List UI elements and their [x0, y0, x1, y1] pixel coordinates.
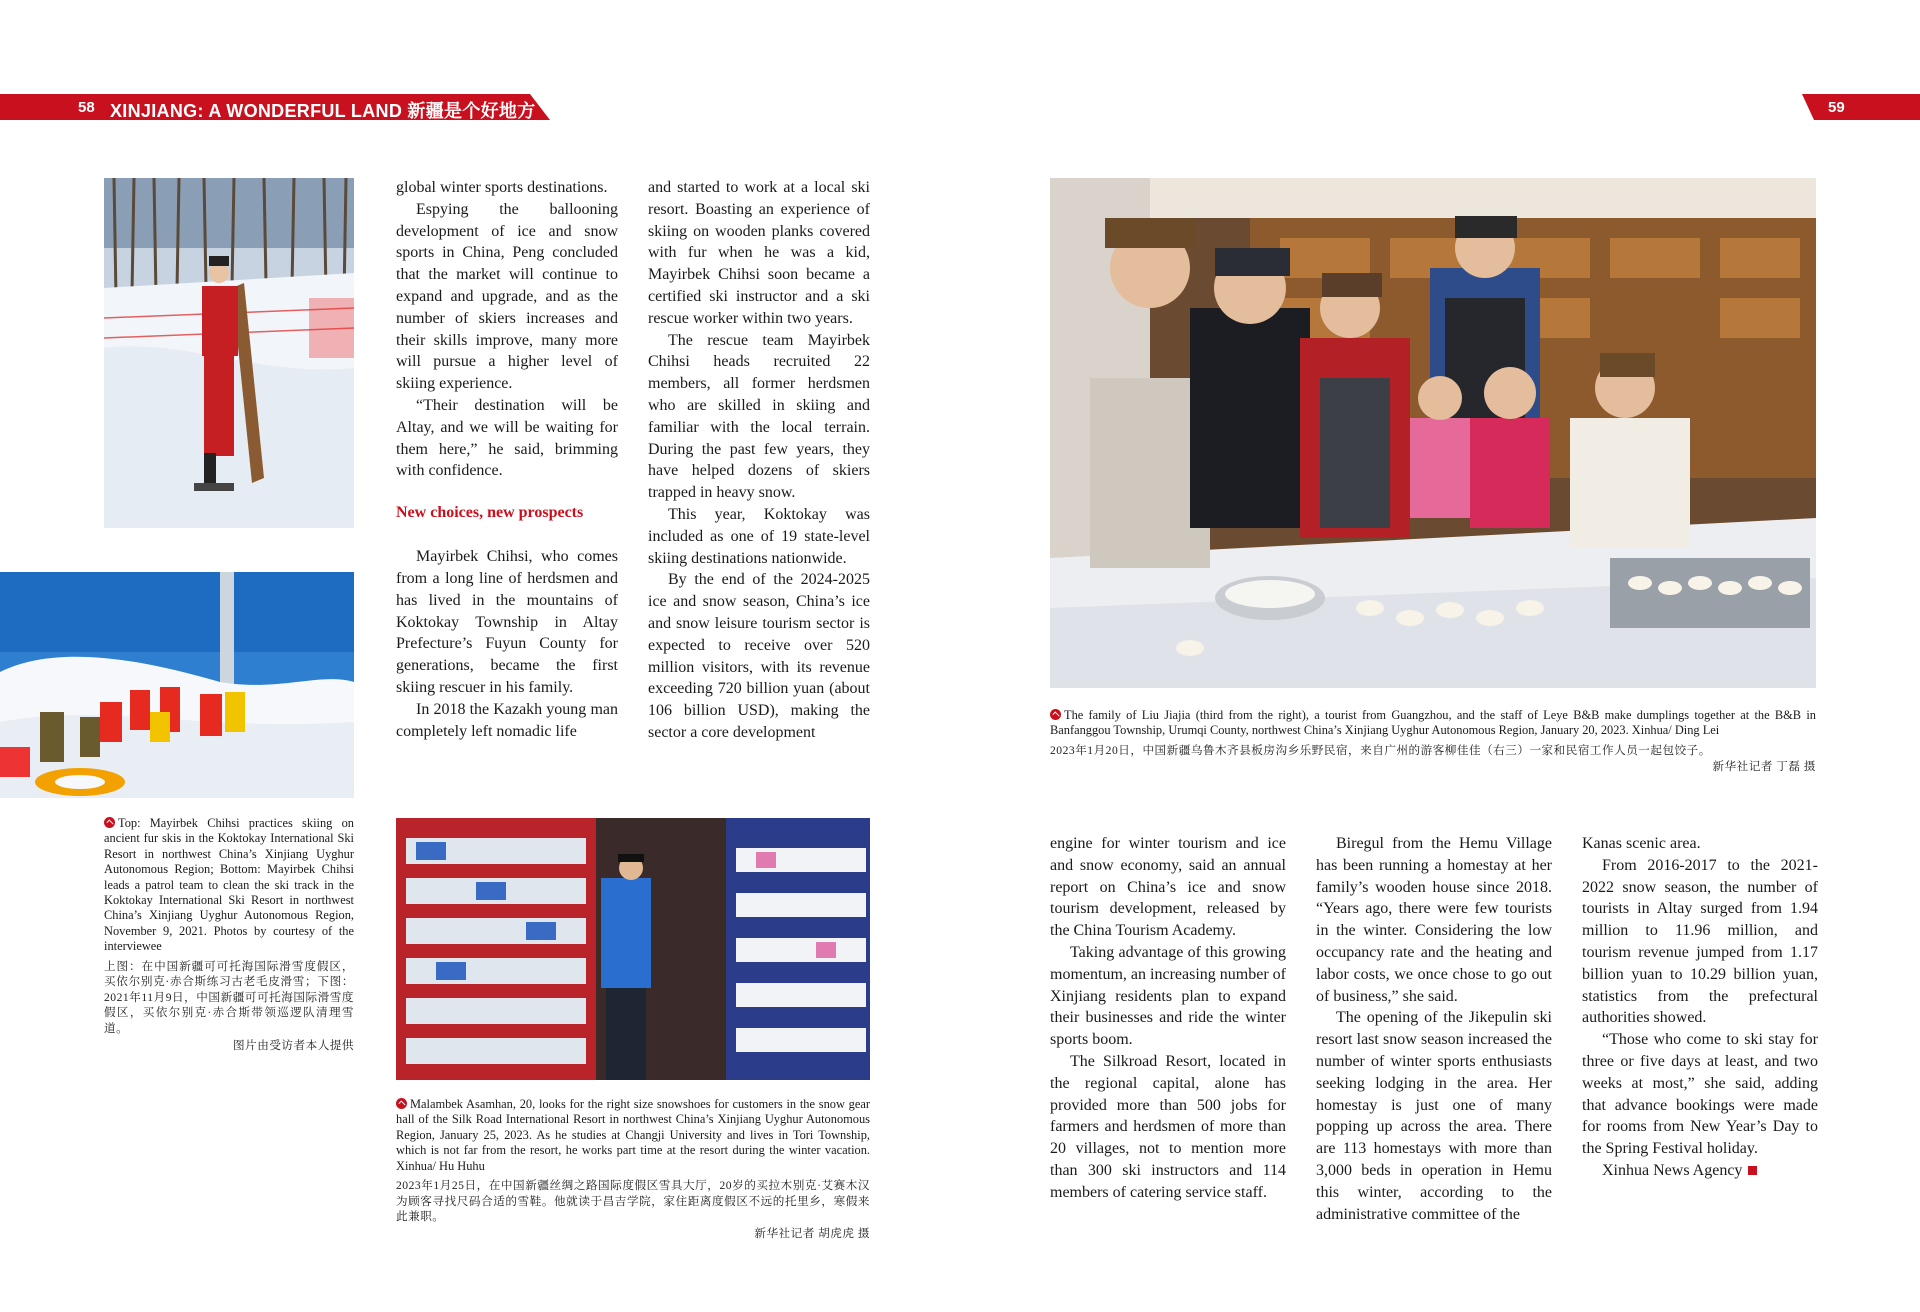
- paragraph: “Their destination will be Altay, and we will be waiting for them here,” he said, brimming with confidence.: [396, 396, 618, 480]
- signoff-text: Xinhua News Agency: [1602, 1161, 1743, 1179]
- photo-patrol-team: [0, 572, 354, 798]
- text-column-2: [648, 177, 870, 744]
- paragraph: The Silkroad Resort, located in the regional capital, alone has provided more than 500 jobs for farmers and herdsmen of more than 20 villages, not to mention more than 300 ski instructors and 114 members of catering service staff.: [1050, 1052, 1286, 1201]
- text-column-5: [1582, 833, 1818, 1182]
- caption-ski-credit: 图片由受访者本人提供: [233, 1038, 354, 1052]
- photo-snow-boots-hall: [396, 818, 870, 1080]
- text-column-1: [396, 177, 618, 742]
- caption-marker-icon: [104, 817, 115, 828]
- paragraph: The opening of the Jikepulin ski resort last snow season increased the number of winter sports enthusiasts seeking lodging in the area. Her homestay is just one of many popping up across the area. There are 113 homestays with more than 3,000 beds in operation in Hemu this winter, according to the administrative committee of the: [1316, 1009, 1552, 1223]
- caption-marker-icon: [1050, 709, 1061, 720]
- end-mark-icon: [1748, 1166, 1757, 1175]
- paragraph: Espying the ballooning development of ice and snow sports in China, Peng concluded that the market will continue to expand and upgrade, and as the number of skiers increases and their skills improve, many more will pursue a higher level of skiing experience.: [396, 200, 618, 393]
- paragraph: This year, Koktokay was included as one of 19 state-level skiing destinations nationwide.: [648, 505, 870, 567]
- paragraph: Biregul from the Hemu Village has been running a homestay at her family’s wooden house since 2018. “Years ago, there were few tourists in the winter. Considering the low occupancy rate and the heating and labor costs, we once chose to go out of business,” she said.: [1316, 835, 1552, 1005]
- page-number-left: 58: [78, 99, 95, 116]
- paragraph: “Those who come to ski stay for three or five days at least, and two weeks at most,” she said, adding that advance bookings were made for rooms from New Year’s Day to the Spring Festival holiday.: [1582, 1031, 1818, 1158]
- header-bar-right: [1802, 94, 1920, 120]
- caption-dumplings-photo: [1050, 708, 1816, 775]
- caption-boots-en: Malambek Asamhan, 20, looks for the right size snowshoes for customers in the snow gear hall of the Silk Road International Resort in northwest China’s Xinjiang Uyghur Autonomous Region, January 25, 2023. As he studies at Changji University and lives in Tori Township, which is not far from the resort, he works part time at the resort during the winter vacation. Xinhua/ Hu Huhu: [396, 1097, 870, 1173]
- paragraph: Mayirbek Chihsi, who comes from a long line of herdsmen and has lived in the mountains of Koktokay Township in Altay Prefecture’s Fuyun County for generations, became the first skiing rescuer in his family.: [396, 548, 618, 696]
- text-column-3: [1050, 833, 1286, 1204]
- paragraph: and started to work at a local ski resort. Boasting an experience of skiing on wooden planks covered with fur when he was a kid, Mayirbek Chihsi soon became a certified ski instructor and a ski rescue worker within two years.: [648, 179, 870, 327]
- page-number-right: 59: [1828, 99, 1845, 116]
- caption-dumplings-en: The family of Liu Jiajia (third from the right), a tourist from Guangzhou, and the staff of Leye B&B make dumplings together at the B&B in Banfanggou Township, Urumqi County, northwest China’s Xinjiang Uyghur Autonomous Region, January 20, 2023. Xinhua/ Ding Lei: [1050, 708, 1816, 738]
- paragraph: Kanas scenic area.: [1582, 835, 1701, 852]
- caption-dumplings-cn: 2023年1月20日，中国新疆乌鲁木齐县板房沟乡乐野民宿，来自广州的游客柳佳佳（右三）一家和民宿工作人员一起包饺子。: [1050, 743, 1711, 757]
- text-column-4: [1316, 833, 1552, 1225]
- subheading: New choices, new prospects: [396, 504, 584, 522]
- paragraph: engine for winter tourism and ice and snow economy, said an annual report on China’s ice and snow tourism development, released by the China Tourism Academy.: [1050, 835, 1286, 940]
- caption-boots-photo: [396, 1097, 870, 1241]
- paragraph: In 2018 the Kazakh young man completely left nomadic life: [396, 700, 618, 740]
- paragraph: Taking advantage of this growing momentum, an increasing number of Xinjiang residents plan to expand their businesses and ride the winter sports boom.: [1050, 943, 1286, 1049]
- section-title: XINJIANG: A WONDERFUL LAND 新疆是个好地方: [110, 101, 536, 121]
- paragraph: By the end of the 2024-2025 ice and snow season, China’s ice and snow leisure tourism sector is expected to receive over 520 million visitors, with its revenue exceeding 720 billion yuan (about 106 billion USD), making the sector a core development: [648, 571, 870, 741]
- paragraph: The rescue team Mayirbek Chihsi heads recruited 22 members, all former herdsmen who are skilled in skiing and familiar with the local terrain. During the past few years, they have helped dozens of skiers trapped in heavy snow.: [648, 331, 870, 502]
- paragraph: From 2016-2017 to the 2021-2022 snow season, the number of tourists in Altay surged from 1.94 million to 11.96 million, and tourism revenue jumped from 1.17 billion yuan to 10.29 billion yuan, statistics from the prefectural authorities showed.: [1582, 856, 1818, 1027]
- caption-boots-credit: 新华社记者 胡虎虎 摄: [754, 1226, 870, 1240]
- paragraph: global winter sports destinations.: [396, 179, 608, 196]
- caption-ski-cn: 上图：在中国新疆可可托海国际滑雪度假区，买依尔别克·赤合斯练习古老毛皮滑雪；下图：2021年11月9日，中国新疆可可托海国际滑雪度假区，买依尔别克·赤合斯带领巡逻队清理雪道。: [104, 959, 354, 1036]
- caption-dumplings-credit: 新华社记者 丁磊 摄: [1712, 760, 1816, 774]
- caption-ski-en: Top: Mayirbek Chihsi practices skiing on ancient fur skis in the Koktokay International Ski Resort in northwest China’s Xinjiang Uyghur Autonomous Region; Bottom: Mayirbek Chihsi leads a patrol team to clean the ski track in the Koktokay International Ski Resort in northwest China’s Xinjiang Uyghur Autonomous Region, November 9, 2021. Photos by courtesy of the interviewee: [104, 816, 354, 954]
- caption-ski-photos: [104, 816, 354, 1053]
- caption-marker-icon: [396, 1098, 407, 1109]
- photo-family-dumplings: [1050, 178, 1816, 688]
- caption-boots-cn: 2023年1月25日，在中国新疆丝绸之路国际度假区雪具大厅，20岁的买拉木别克·艾赛木汉为顾客寻找尺码合适的雪鞋。他就读于昌吉学院，家住距离度假区不远的托里乡，寒假来此兼职。: [396, 1179, 870, 1224]
- signoff: [1582, 1160, 1818, 1182]
- photo-skier-fur-skis: [104, 178, 354, 528]
